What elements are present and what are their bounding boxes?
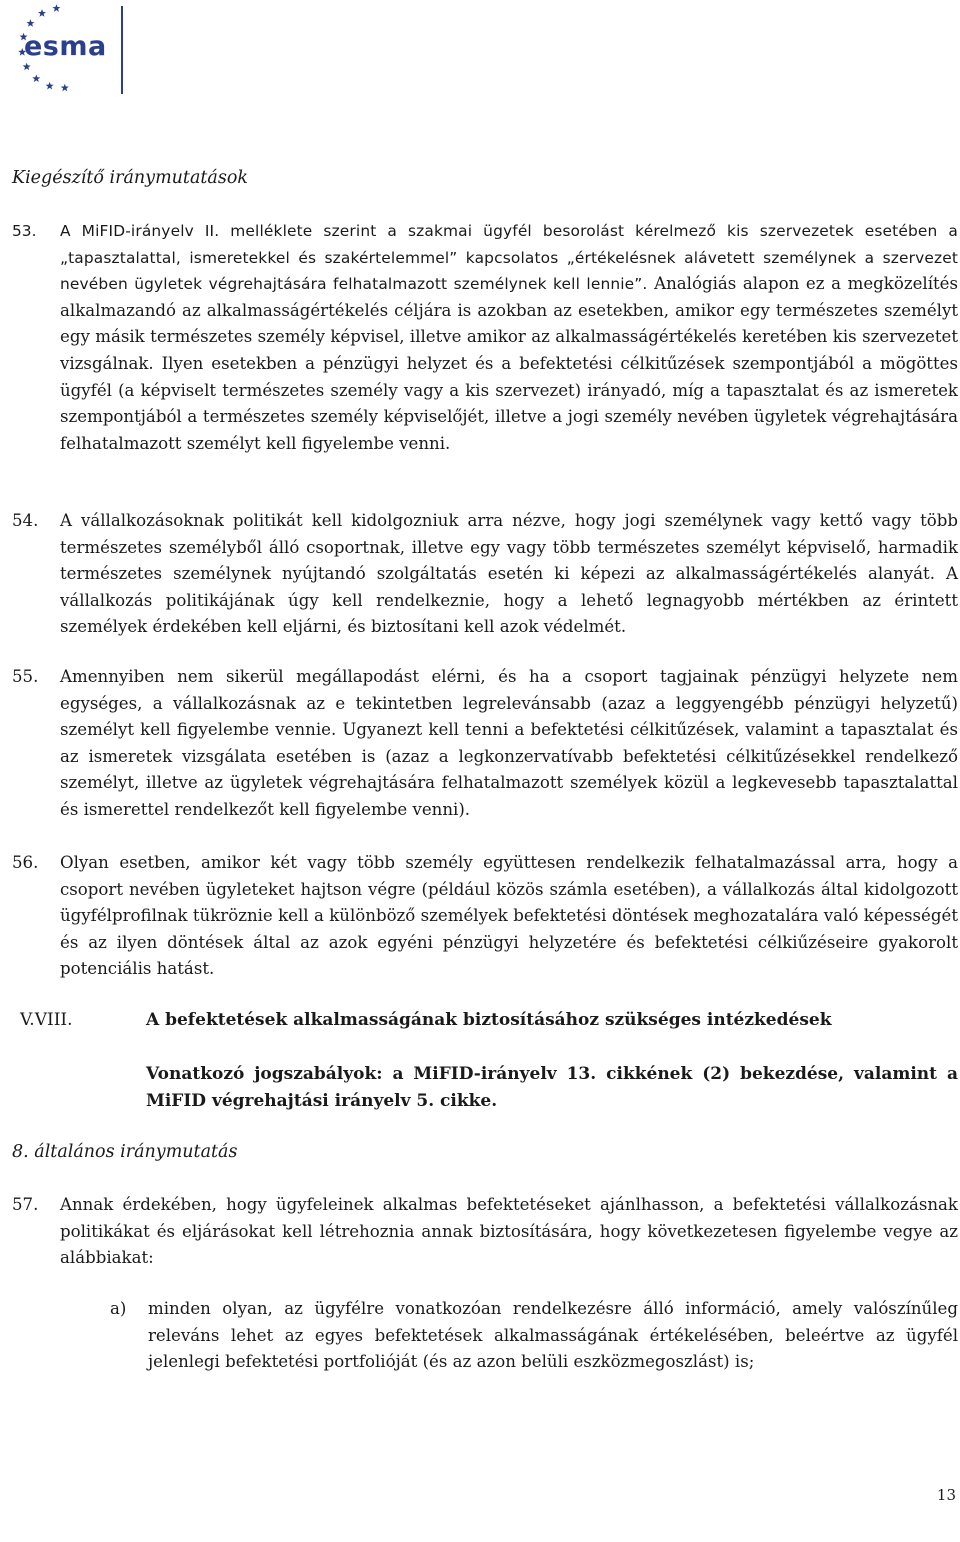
paragraph-55 [12, 664, 958, 824]
paragraph-number: 55. [12, 667, 39, 686]
paragraph-body [60, 218, 958, 457]
logo-star-icon [32, 74, 40, 82]
logo-star-icon [46, 82, 54, 90]
page-header [0, 0, 960, 100]
list-marker: a) [110, 1299, 127, 1318]
paragraph-56 [12, 850, 958, 983]
paragraph-text: Amennyiben nem sikerül megállapodást elérni, és ha a csoport tagjainak pénzügyi helyzete nem egységes, a vállalkozásnak az e tekintetben legrelevánsabb (azaz a leggyengébb pénzügyi helyzetű) személyt kell figyelembe vennie. Ugyanezt kell tenni a befektetési célkitűzések, valamint a tapasztalat és az ismeretek vizsgálata esetében is (azaz a legkonzervatívabb befektetési célkitűzésekkel rendelkező személyt, illetve az ügyletek végrehajtására felhatalmazott személyek közül a legkevesebb tapasztalattal és ismerettel rendelkezőt kell figyelembe venni). [60, 667, 958, 819]
logo-divider [121, 6, 123, 94]
paragraph-number: 53. [12, 222, 37, 240]
paragraph-text: Olyan esetben, amikor két vagy több személy együttesen rendelkezik felhatalmazással arra, hogy a csoport nevében ügyleteket hajtson végre (például közös számla esetében), a vállalkozás által kidolgozott ügyfélprofilnak tükröznie kell a különböző személyek befektetési döntések meghozatalára való képességét és az ilyen döntések által az azok egyéni pénzügyi helyzetére és befektetési célkiűzéseire gyakorolt potenciális hatást. [60, 853, 958, 979]
general-guideline-heading: 8. általános iránymutatás [12, 1142, 238, 1162]
paragraph-number: 56. [12, 853, 39, 872]
paragraph-57 [12, 1192, 958, 1272]
paragraph-number: 54. [12, 511, 39, 530]
paragraph-text: A vállalkozásoknak politikát kell kidolgozniuk arra nézve, hogy jogi személynek vagy kettő vagy több természetes személyből álló csoportnak, illetve egy vagy több természetes személyt képviselő, harmadik természetes személynek nyújtandó szolgáltatás esetén ki képezi az alkalmasságértékelés alanyát. A vállalkozás politikájának úgy kell rendelkeznie, hogy a lehető legnagyobb mértékben az érintett személyek érdekében kell eljárni, és biztosítani kell azok védelmét. [60, 511, 958, 637]
esma-logo: esma [24, 31, 107, 62]
paragraph-54 [12, 508, 958, 641]
legal-reference: Vonatkozó jogszabályok: a MiFID-irányelv 13. cikkének (2) bekezdése, valamint a MiFID végrehajtási irányelv 5. cikke. [146, 1064, 958, 1111]
paragraph-53 [12, 218, 958, 457]
paragraph-text: Analógiás alapon ez a megközelítés alkalmazandó az alkalmasságértékelés céljára is azokban az esetekben, amikor egy természetes személyt egy másik természetes személy képvisel, illetve amikor az alkalmasságértékelés keretében kis szervezetet vizsgálnak. Ilyen esetekben a pénzügyi helyzet és a befektetési célkitűzések szempontjából a mögöttes ügyfél (a képviselt természetes személy vagy a kis szervezet) irányadó, míg a tapasztalat és az ismeretek szempontjából a természetes személy képviselőjét, illetve a jogi személy nevében ügyletek végrehajtására felhatalmazott személyt kell figyelembe venni. [60, 274, 959, 453]
list-item [110, 1296, 958, 1376]
list-item-text: minden olyan, az ügyfélre vonatkozóan rendelkezésre álló információ, amely valószínűleg releváns lehet az egyes befektetések alkalmasságának értékelésében, beleértve az ügyfél jelenlegi befektetési portfolióját (és az azon belüli eszközmegoszlást) is; [148, 1299, 958, 1372]
paragraph-text: Annak érdekében, hogy ügyfeleinek alkalmas befektetéseket ajánlhasson, a befektetési vállalkozásnak politikákat és eljárásokat kell létrehoznia annak biztosítására, hogy következetesen figyelembe vegye az alábbiakat: [60, 1195, 958, 1268]
paragraph-lead: A MiFID-irányelv II. melléklete szerint a szakmai ügyfél besorolást kérelmező kis szervezetek esetében a „tapasztalattal, ismeretekkel és szakértelemmel” kapcsolatos „értékelésnek alávetett személynek a szervezet nevében ügyletek végrehajtására felhatalmazott személynek kell lennie”. [60, 222, 958, 294]
chapter-number: V.VIII. [20, 1010, 73, 1030]
guidance-title: Kiegészítő iránymutatások [12, 168, 248, 188]
logo-star-icon [23, 63, 31, 71]
chapter-title: A befektetések alkalmasságának biztosításához szükséges intézkedések [146, 1010, 832, 1030]
page-number: 13 [936, 1486, 956, 1504]
logo-star-icon [61, 84, 69, 92]
paragraph-number: 57. [12, 1195, 39, 1214]
logo-star-icon [52, 4, 60, 12]
logo-star-icon [26, 19, 34, 27]
logo-star-icon [38, 9, 46, 17]
